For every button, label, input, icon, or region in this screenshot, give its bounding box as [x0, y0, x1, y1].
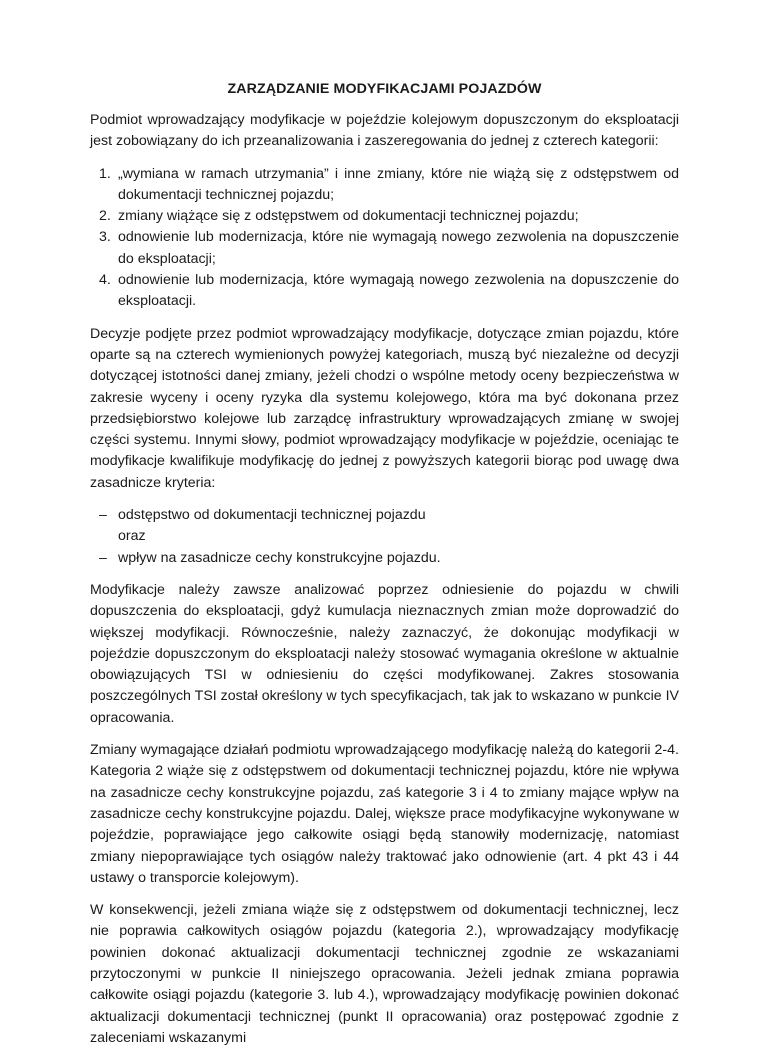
criteria-item-2 — [90, 548, 679, 569]
category-text: odnowienie lub modernizacja, które nie wymagają nowego zezwolenia na dopuszczenie do eksploatacji; — [118, 229, 679, 267]
connector-text: oraz — [118, 528, 146, 545]
criteria-item-1 — [90, 505, 679, 526]
criteria-list — [90, 505, 679, 569]
category-number: 4. — [99, 272, 111, 289]
category-number: 2. — [99, 208, 111, 225]
category-item-4 — [90, 270, 679, 313]
criteria-connector — [90, 526, 679, 547]
category-number: 1. — [99, 165, 111, 182]
category-item-2 — [90, 206, 679, 227]
category-text: „wymiana w ramach utrzymania” i inne zmiany, które nie wiążą się z odstępstwem od dokumentacji technicznej pojazdu; — [118, 165, 679, 203]
dash-marker: – — [99, 549, 107, 566]
criteria-text: odstępstwo od dokumentacji technicznej pojazdu — [118, 507, 426, 524]
analysis-paragraph: Modyfikacje należy zawsze analizować poprzez odniesienie do pojazdu w chwili dopuszczenia do eksploatacji, gdyż kumulacja nieznacznych zmian może doprowadzić do większej modyfikacji. Równocześnie, należy zaznaczyć, że dokonując modyfikacji w pojeździe dopuszczonym do eksploatacji należy stosować wymagania określone w aktualnie obowiązujących TSI w odniesieniu do części modyfikowanej. Zakres stosowania poszczególnych TSI został określony w tych specyfikacjach, tak jak to wskazano w punkcie IV opracowania. — [90, 581, 679, 726]
category-text: odnowienie lub modernizacja, które wymagają nowego zezwolenia na dopuszczenie do eksploatacji. — [118, 272, 679, 310]
criteria-text: wpływ na zasadnicze cechy konstrukcyjne pojazdu. — [118, 549, 441, 566]
intro-paragraph: Podmiot wprowadzający modyfikacje w pojeździe kolejowym dopuszczonym do eksploatacji jest zobowiązany do ich przeanalizowania i zaszeregowania do jednej z czterech kategorii: — [90, 112, 679, 150]
document-title: ZARZĄDZANIE MODYFIKACJAMI POJAZDÓW — [227, 81, 542, 97]
category-list — [90, 164, 679, 313]
category-item-1 — [90, 164, 679, 207]
dash-marker: – — [99, 507, 107, 524]
category-number: 3. — [99, 229, 111, 246]
decisions-paragraph: Decyzje podjęte przez podmiot wprowadzający modyfikacje, dotyczące zmian pojazdu, które oparte są na czterech wymienionych powyżej kategoriach, muszą być niezależne od decyzji dotyczącej istotności danej zmiany, jeżeli chodzi o wspólne metody oceny bezpieczeństwa w zakresie wyceny i oceny ryzyka dla systemu kolejowego, która ma być dokonana przez przedsiębiorstwo kolejowe lub zarządcę infrastruktury wprowadzających zmianę w swojej części systemu. Innymi słowy, podmiot wprowadzający modyfikacje w pojeździe, oceniając te modyfikacje kwalifikuje modyfikację do jednej z powyższych kategorii biorąc pod uwagę dwa zasadnicze kryteria: — [90, 325, 679, 491]
category-item-3 — [90, 227, 679, 270]
consequence-paragraph: W konsekwencji, jeżeli zmiana wiąże się z odstępstwem od dokumentacji technicznej, lecz nie poprawia całkowitych osiągów pojazdu (kategoria 2.), wprowadzający modyfikację powinien dokonać aktualizacji dokumentacji technicznej zgodnie ze wskazaniami przytoczonymi w punkcie II niniejszego opracowania. Jeżeli jednak zmiana poprawia całkowite osiągi pojazdu (kategorie 3. lub 4.), wprowadzający modyfikację powinien dokonać aktualizacji dokumentacji technicznej (punkt II opracowania) oraz postępować zgodnie z zaleceniami wskazanymi — [90, 902, 679, 1046]
changes-paragraph: Zmiany wymagające działań podmiotu wprowadzającego modyfikację należą do kategorii 2-4. Kategoria 2 wiąże się z odstępstwem od dokumentacji technicznej pojazdu, które nie wpływa na zasadnicze cechy konstrukcyjne pojazdu, zaś kategorie 3 i 4 to zmiany mające wpływ na zasadnicze cechy konstrukcyjne pojazdu. Dalej, większe prace modyfikacyjne wykonywane w pojeździe, poprawiające jego całkowite osiągi będą stanowiły modernizację, natomiast zmiany niepoprawiające tych osiągów należy traktować jako odnowienie (art. 4 pkt 43 i 44 ustawy o transporcie kolejowym). — [90, 742, 679, 886]
category-text: zmiany wiążące się z odstępstwem od dokumentacji technicznej pojazdu; — [118, 208, 579, 225]
